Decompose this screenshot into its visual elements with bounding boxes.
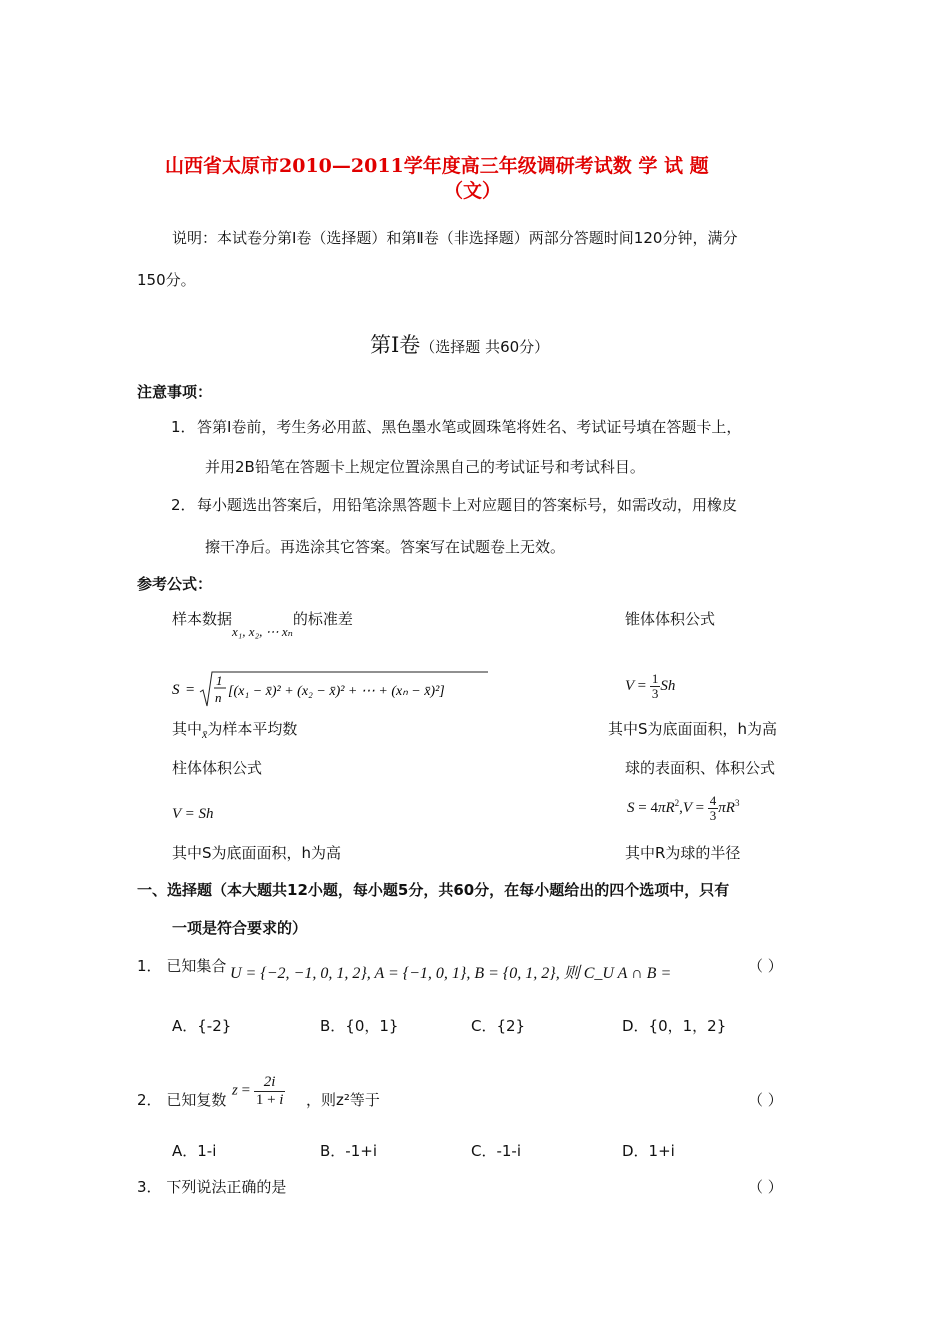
note-2-number: 2． bbox=[171, 496, 196, 514]
question-2-option-b: B．-1+i bbox=[320, 1142, 377, 1160]
question-1-option-a: A．{-2} bbox=[172, 1017, 232, 1035]
question-2-math: z = $\frac{2i}{1 + i}$ bbox=[232, 1074, 284, 1108]
notes-label: 注意事项： bbox=[137, 383, 213, 401]
question-1-option-c: C．{2} bbox=[471, 1017, 526, 1035]
question-1-option-d: D．{0，1，2} bbox=[622, 1017, 727, 1035]
question-1-number: 1． bbox=[137, 957, 162, 975]
question-2-number: 2． bbox=[137, 1091, 162, 1109]
question-2-option-a: A．1-i bbox=[172, 1142, 217, 1160]
cone-note: 其中S为底面面积，h为高 bbox=[608, 720, 778, 738]
formulas-label: 参考公式： bbox=[137, 575, 213, 593]
question-2-text: 已知复数 bbox=[166, 1091, 227, 1109]
question-3-stem bbox=[137, 1176, 286, 1197]
prism-formula: V = Sh bbox=[172, 806, 214, 822]
mean-note-var: x̄ bbox=[202, 727, 208, 741]
doc-title-line2: （文） bbox=[444, 180, 502, 202]
intro-line1: 说明：本试卷分第Ⅰ卷（选择题）和第Ⅱ卷（非选择题）两部分答题时间120分钟，满分 bbox=[172, 229, 738, 247]
std-formula-graphic bbox=[172, 668, 502, 710]
cone-title: 锥体体积公式 bbox=[625, 610, 716, 628]
part1-heading-line2: 一项是符合要求的） bbox=[172, 919, 308, 937]
intro-line2: 150分。 bbox=[137, 271, 196, 289]
question-2-option-d: D．1+i bbox=[622, 1142, 675, 1160]
question-1-answer-bracket: （ ） bbox=[748, 957, 783, 975]
prism-note: 其中S为底面面积，h为高 bbox=[172, 844, 342, 862]
section-heading bbox=[370, 329, 549, 359]
section-heading-main: 第Ⅰ卷 bbox=[370, 333, 421, 357]
cone-formula: V = $\frac{1}{3}$ Sh bbox=[625, 671, 676, 702]
note-2-line1: 每小题选出答案后，用铅笔涂黑答题卡上对应题目的答案标号，如需改动，用橡皮 bbox=[197, 496, 738, 514]
svg-text:S: S bbox=[172, 682, 180, 698]
note-1-line2: 并用2B铅笔在答题卡上规定位置涂黑自己的考试证号和考试科目。 bbox=[205, 458, 645, 476]
svg-text:=: = bbox=[185, 682, 196, 698]
question-1-option-b: B．{0，1} bbox=[320, 1017, 399, 1035]
question-1-stem bbox=[137, 955, 226, 976]
question-3-text: 下列说法正确的是 bbox=[166, 1178, 287, 1196]
std-title-post: 的标准差 bbox=[292, 610, 353, 628]
std-variables: x₁, x₂, ⋯ xₙ bbox=[232, 624, 293, 639]
mean-note-pre: 其中 bbox=[172, 720, 203, 738]
mean-note bbox=[172, 718, 297, 739]
note-2-line2: 擦干净后。再选涂其它答案。答案写在试题卷上无效。 bbox=[205, 538, 566, 556]
part1-heading-line1: 一、选择题（本大题共12小题，每小题5分，共60分，在每小题给出的四个选项中，只有 bbox=[137, 881, 730, 899]
mean-note-post: 为样本平均数 bbox=[207, 720, 298, 738]
svg-text:[(x₁ − x̄)² + (x₂ − x̄)² + ⋯ +: [(x₁ − x̄)² + (x₂ − x̄)² + ⋯ + (xₙ − x̄)²] bbox=[228, 684, 445, 699]
std-title bbox=[172, 608, 353, 639]
note-1-number: 1． bbox=[171, 418, 196, 436]
question-1-math: U = {−2, −1, 0, 1, 2}, A = {−1, 0, 1}, B = {0, 1, 2}, 则 C_U A ∩ B = bbox=[230, 965, 672, 982]
question-2-option-c: C．-1-i bbox=[471, 1142, 522, 1160]
question-2-text-post: ，则z²等于 bbox=[306, 1091, 380, 1109]
prism-title: 柱体体积公式 bbox=[172, 759, 263, 777]
question-3-answer-bracket: （ ） bbox=[748, 1178, 783, 1196]
section-heading-sub: （选择题 共60分） bbox=[420, 338, 550, 356]
svg-text:n: n bbox=[215, 690, 222, 705]
sphere-note: 其中R为球的半径 bbox=[625, 844, 741, 862]
sphere-formula: $S = 4\pi R^2,V$ = $\frac{4}{3}$ $\pi R^3$ bbox=[627, 793, 740, 824]
std-formula bbox=[172, 668, 502, 715]
question-2-answer-bracket: （ ） bbox=[748, 1091, 783, 1109]
question-3-number: 3． bbox=[137, 1178, 162, 1196]
note-1-line1: 答第Ⅰ卷前，考生务必用蓝、黑色墨水笔或圆珠笔将姓名、考试证号填在答题卡上， bbox=[197, 418, 742, 436]
svg-text:1: 1 bbox=[216, 673, 223, 688]
doc-title-line1: 山西省太原市2010—2011学年度高三年级调研考试数 学 试 题 bbox=[165, 155, 709, 177]
std-title-pre: 样本数据 bbox=[172, 610, 233, 628]
sphere-title: 球的表面积、体积公式 bbox=[625, 759, 776, 777]
question-2-stem bbox=[137, 1089, 226, 1110]
question-1-text: 已知集合 bbox=[166, 957, 227, 975]
